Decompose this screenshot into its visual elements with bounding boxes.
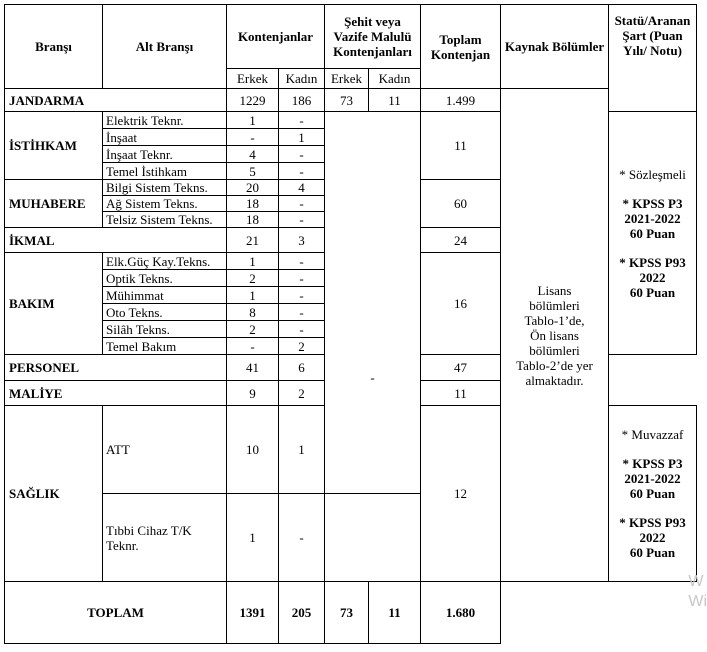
toplam-sehit-erkek: 73 — [325, 582, 369, 644]
statu-line: * KPSS P3 — [622, 195, 683, 211]
header-sehit-kadin: Kadın — [369, 69, 421, 89]
kaynak-line: bölümleri — [529, 297, 580, 313]
alt-brans: ATT — [103, 406, 227, 494]
header-sehit-erkek: Erkek — [325, 69, 369, 89]
statu-line: 2022 — [639, 530, 666, 545]
alt-brans: İnşaat Teknr. — [103, 146, 227, 163]
kaynak-line: Lisans — [537, 282, 572, 298]
brans-ikmal: İKMAL — [5, 228, 227, 253]
kaynak-line: Tablo-1’de, — [524, 312, 585, 328]
cell-erkek: 20 — [227, 180, 279, 196]
cell-erkek: 1 — [227, 494, 279, 582]
cell-toplam: 47 — [421, 355, 501, 381]
brans-muhabere: MUHABERE — [5, 180, 103, 228]
brans-jandarma: JANDARMA — [5, 89, 227, 112]
header-sehit: Şehit veya Vazife Malulü Kontenjanları — [325, 5, 421, 69]
cell-kadin: - — [279, 146, 325, 163]
watermark — [688, 572, 707, 612]
cell-erkek: 5 — [227, 163, 279, 180]
alt-brans: Tıbbi Cihaz T/K Teknr. — [103, 494, 227, 582]
cell-erkek: 18 — [227, 212, 279, 228]
statu-line: 60 Puan — [629, 225, 676, 241]
cell-erkek: 1 — [227, 287, 279, 304]
cell-sehit-erkek: 73 — [325, 89, 369, 112]
kaynak-line: Tablo-2’de yer — [516, 357, 593, 373]
statu-block-muvazzaf — [609, 406, 697, 582]
cell-erkek: 18 — [227, 196, 279, 212]
cell-toplam: 1.499 — [421, 89, 501, 112]
statu-line: 2021-2022 — [624, 471, 681, 486]
cell-erkek: - — [227, 129, 279, 146]
cell-kadin: 6 — [279, 355, 325, 381]
cell-erkek: - — [227, 338, 279, 355]
alt-brans: Temel İstihkam — [103, 163, 227, 180]
cell-erkek: 1229 — [227, 89, 279, 112]
cell-erkek: 41 — [227, 355, 279, 381]
sehit-merged-cell: - — [325, 112, 421, 494]
cell-erkek: 8 — [227, 304, 279, 321]
header-kontenjanlar: Kontenjanlar — [227, 5, 325, 69]
cell-erkek: 9 — [227, 381, 279, 406]
header-statu: Statü/Aranan Şart (Puan Yılı/ Notu) — [609, 5, 697, 112]
cell-toplam: 60 — [421, 180, 501, 228]
cell-erkek: 10 — [227, 406, 279, 494]
cell-kadin: - — [279, 212, 325, 228]
statu-line: * KPSS P93 — [619, 515, 686, 530]
alt-brans: Elk.Güç Kay.Tekns. — [103, 253, 227, 270]
quota-table — [4, 4, 697, 644]
cell-kadin: - — [279, 112, 325, 129]
cell-erkek: 2 — [227, 321, 279, 338]
toplam-label: TOPLAM — [5, 582, 227, 644]
empty-cell — [609, 582, 697, 644]
statu-line: 60 Puan — [629, 486, 676, 501]
kaynak-line: almaktadır. — [525, 372, 584, 388]
statu-line: * KPSS P93 — [619, 254, 686, 270]
alt-brans: Mühimmat — [103, 287, 227, 304]
brans-bakim: BAKIM — [5, 253, 103, 355]
statu-block-sozlesmeli — [609, 112, 697, 355]
statu-line: * KPSS P3 — [622, 456, 683, 471]
kaynak-line: Ön lisans — [530, 327, 579, 343]
brans-saglik: SAĞLIK — [5, 406, 103, 582]
cell-kadin: - — [279, 253, 325, 270]
cell-kadin: - — [279, 270, 325, 287]
toplam-kadin: 205 — [279, 582, 325, 644]
cell-toplam: 12 — [421, 406, 501, 582]
cell-toplam: 11 — [421, 381, 501, 406]
cell-toplam: 11 — [421, 112, 501, 180]
cell-kadin: 1 — [279, 406, 325, 494]
brans-maliye: MALİYE — [5, 381, 227, 406]
alt-brans: Silâh Tekns. — [103, 321, 227, 338]
statu-line: 2022 — [639, 269, 666, 285]
empty-cell — [501, 582, 609, 644]
cell-erkek: 4 — [227, 146, 279, 163]
cell-kadin: - — [279, 321, 325, 338]
cell-erkek: 21 — [227, 228, 279, 253]
statu-type: * Sözleşmeli — [619, 166, 686, 182]
header-erkek: Erkek — [227, 69, 279, 89]
cell-toplam: 24 — [421, 228, 501, 253]
alt-brans: İnşaat — [103, 129, 227, 146]
cell-erkek: 1 — [227, 112, 279, 129]
table-row-jandarma — [5, 89, 697, 112]
cell-kadin: 2 — [279, 381, 325, 406]
alt-brans: Bilgi Sistem Tekns. — [103, 180, 227, 196]
alt-brans: Temel Bakım — [103, 338, 227, 355]
cell-kadin: - — [279, 287, 325, 304]
toplam-genel: 1.680 — [421, 582, 501, 644]
alt-brans: Elektrik Teknr. — [103, 112, 227, 129]
cell-sehit-kadin: 11 — [369, 89, 421, 112]
cell-kadin: - — [279, 196, 325, 212]
header-kadin: Kadın — [279, 69, 325, 89]
cell-kadin: 1 — [279, 129, 325, 146]
alt-brans: Optik Tekns. — [103, 270, 227, 287]
toplam-sehit-kadin: 11 — [369, 582, 421, 644]
watermark-line: Wi — [688, 593, 707, 610]
statu-type: * Muvazzaf — [621, 427, 684, 442]
statu-line: 60 Puan — [629, 284, 676, 300]
cell-kadin: 186 — [279, 89, 325, 112]
cell-erkek: 1 — [227, 253, 279, 270]
cell-kadin: - — [279, 163, 325, 180]
alt-brans: Oto Tekns. — [103, 304, 227, 321]
table-row-toplam — [5, 582, 697, 644]
cell-erkek: 2 — [227, 270, 279, 287]
cell-toplam: 16 — [421, 253, 501, 355]
brans-personel: PERSONEL — [5, 355, 227, 381]
watermark-line: W — [688, 573, 704, 590]
header-brans: Branşı — [5, 5, 103, 89]
cell-kadin: 4 — [279, 180, 325, 196]
cell-kadin: - — [279, 304, 325, 321]
cell-kadin: 2 — [279, 338, 325, 355]
cell-kadin: - — [279, 494, 325, 582]
toplam-erkek: 1391 — [227, 582, 279, 644]
kaynak-line: bölümleri — [529, 342, 580, 358]
brans-istihkam: İSTİHKAM — [5, 112, 103, 180]
header-toplam-kontenjan: Toplam Kontenjan — [421, 5, 501, 89]
header-alt-brans: Alt Branşı — [103, 5, 227, 89]
alt-brans: Telsiz Sistem Tekns. — [103, 212, 227, 228]
cell-kadin: 3 — [279, 228, 325, 253]
alt-brans: Ağ Sistem Tekns. — [103, 196, 227, 212]
statu-line: 2021-2022 — [624, 210, 681, 226]
statu-line: 60 Puan — [629, 545, 676, 560]
kaynak-bolumler — [501, 89, 609, 582]
header-kaynak: Kaynak Bölümler — [501, 5, 609, 89]
